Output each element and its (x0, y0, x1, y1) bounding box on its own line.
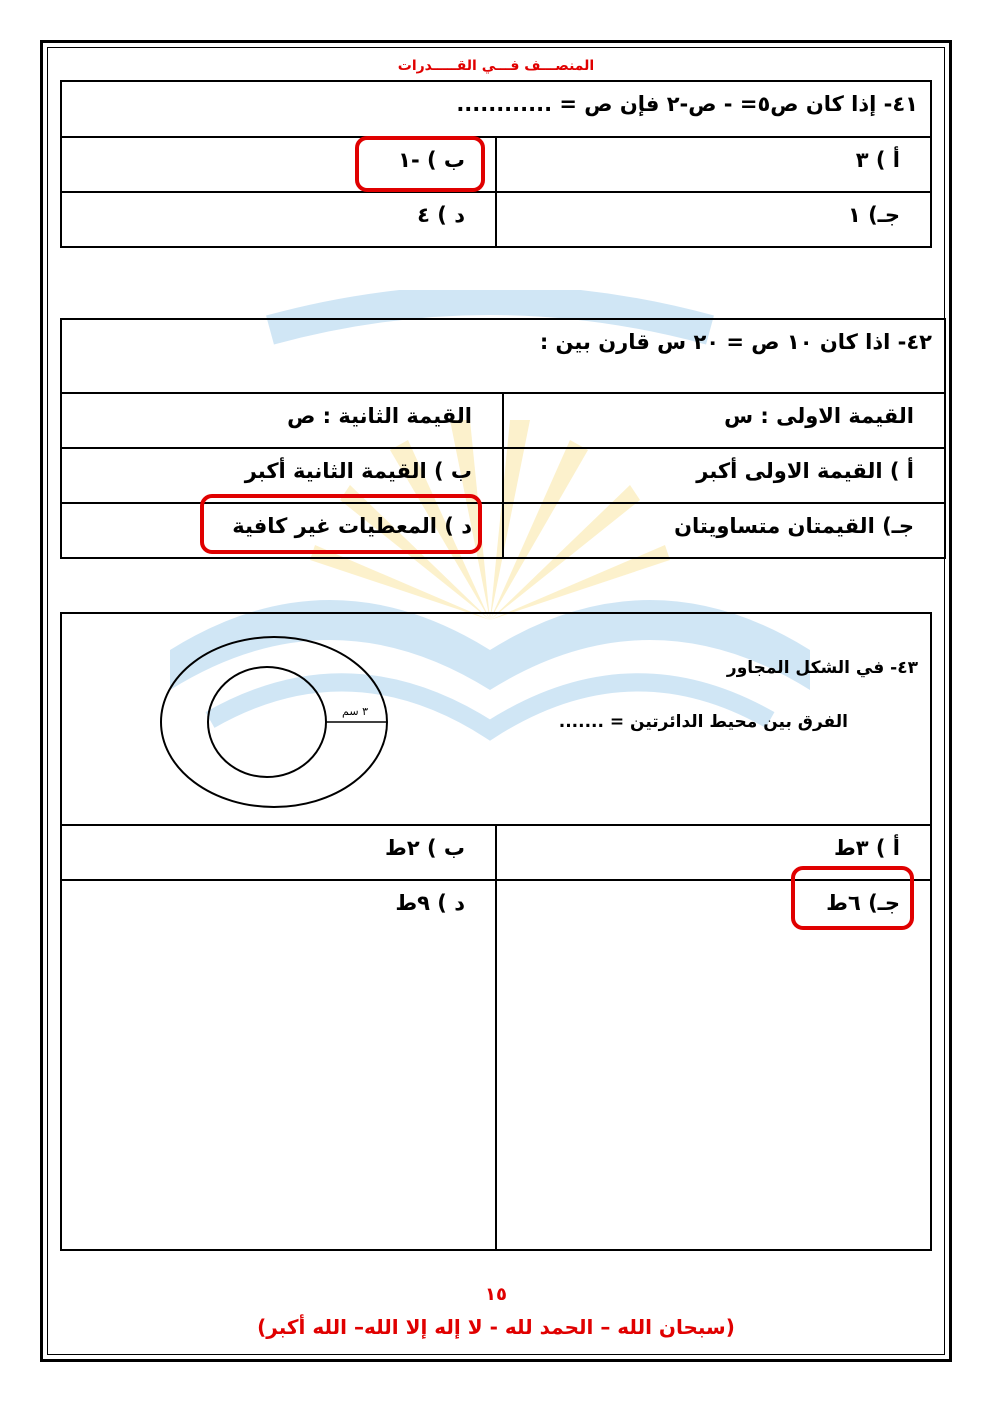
q41-option-c[interactable]: جـ) ١ (496, 192, 931, 247)
q43-option-c[interactable]: جـ) ٦ط (496, 880, 931, 1250)
q41-answer-mark (355, 136, 485, 192)
q42-first-value: القيمة الاولى : س (503, 393, 945, 448)
question-43-subquestion: الفرق بين محيط الدائرتين = ....... (558, 712, 848, 732)
q43-option-b[interactable]: ب ) ٢ط (61, 825, 496, 880)
q42-option-b[interactable]: ب ) القيمة الثانية أكبر (61, 448, 503, 503)
q42-option-d[interactable]: د ) المعطيات غير كافية (61, 503, 503, 558)
page-number: ١٥ (485, 1284, 507, 1305)
q42-second-value: القيمة الثانية : ص (61, 393, 503, 448)
question-41-table (60, 80, 932, 248)
q41-option-d[interactable]: د ) ٤ (61, 192, 496, 247)
q41-option-a[interactable]: أ ) ٣ (496, 137, 931, 192)
radius-label: ٣ سم (342, 705, 368, 718)
page-header: المنصـــف فـــي القـــــدرات (397, 58, 595, 74)
q43-option-a[interactable]: أ ) ٣ط (496, 825, 931, 880)
page-footer: (سبحان الله – الحمد لله - لا إله إلا الله– الله أكبر) (257, 1315, 735, 1339)
question-42-stem: ٤٢- اذا كان ١٠ ص = ٢٠ س قارن بين : (61, 319, 945, 393)
concentric-circles-figure (155, 635, 395, 810)
question-42-table (60, 318, 946, 559)
q42-option-c[interactable]: جـ) القيمتان متساويتان (503, 503, 945, 558)
q43-answer-mark (791, 866, 914, 930)
question-41-stem: ٤١- إذا كان ص٥= - ص-٢ فإن ص = ............ (61, 81, 931, 137)
q43-option-d[interactable]: د ) ٩ط (61, 880, 496, 1250)
q42-answer-mark (200, 494, 482, 554)
q41-option-b[interactable]: ب ) -١ (61, 137, 496, 192)
q42-option-a[interactable]: أ ) القيمة الاولى أكبر (503, 448, 945, 503)
question-43-stem: ٤٣- في الشكل المجاور (726, 658, 918, 678)
